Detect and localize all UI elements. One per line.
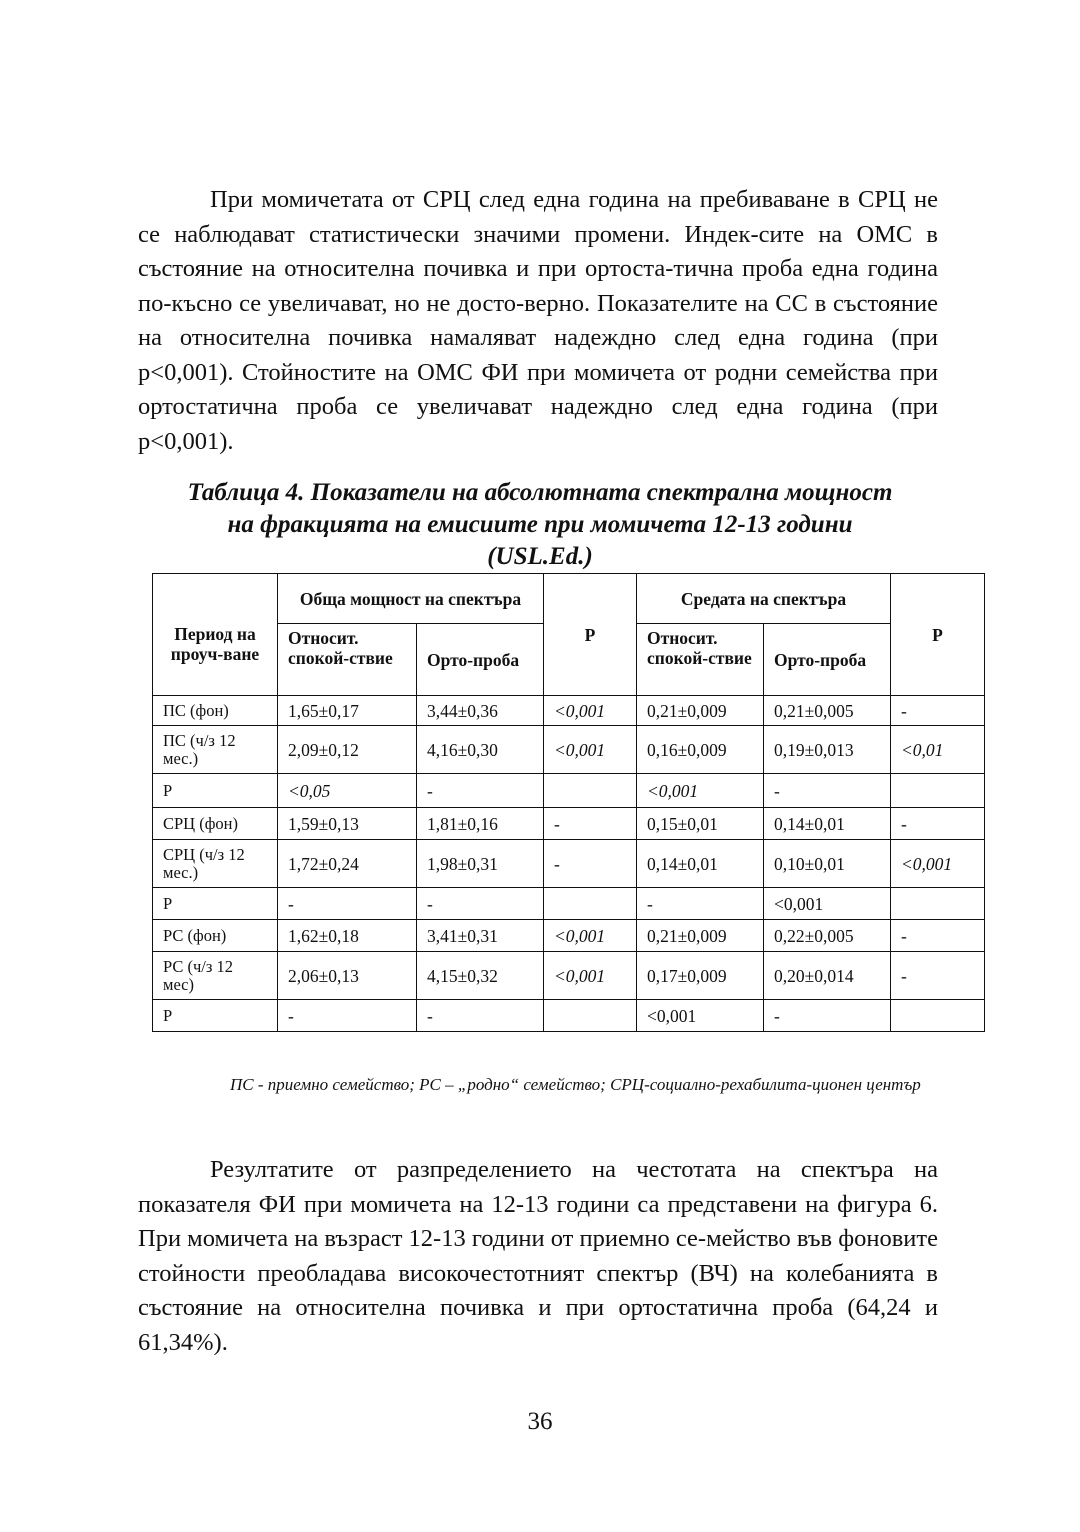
cell-value: 1,98±0,31 [417, 840, 544, 888]
header-p2: P [891, 574, 985, 696]
caption-line-2: на фракцията на емисиите при момичета 12-13 години [227, 511, 853, 538]
table-footnote: ПС - приемно семейство; РС – „родно“ семейство; СРЦ-социално-рехабилита-ционен център [230, 1075, 921, 1094]
paragraph-results: Резултатите от разпределението на честотата на спектъра на показателя ФИ при момичета на 12-13 години са представени на фигура 6. При момичета на възраст 12-13 години от приемно се-мейство във фоновите стойности преобладава високочестотният спектър (ВЧ) на колебанията в състояние на относителна почивка и при ортостатична проба (64,24 и 61,34%). [138, 1156, 938, 1356]
cell-period: ПС (ч/з 12 мес.) [153, 726, 278, 774]
cell-p: <0,001 [544, 920, 637, 952]
cell-value: <0,001 [637, 774, 764, 808]
table-row [153, 840, 985, 888]
cell-value: 0,14±0,01 [764, 808, 891, 840]
header-rel-rest-1: Относит. спокой-ствие [278, 624, 417, 696]
table-caption [130, 477, 950, 573]
cell-value: 1,65±0,17 [278, 696, 417, 726]
table-row [153, 1000, 985, 1032]
cell-value: - [764, 1000, 891, 1032]
cell-value: - [637, 888, 764, 920]
paragraph-intro: При момичетата от СРЦ след една година на пребиваване в СРЦ не се наблюдават статистически значими промени. Индек-сите на ОМС в състояние на относителна почивка и при ортоста-тична проба една година по-късно се увеличават, но не досто-верно. Показателите на СС в състояние на относителна почивка намаляват надеждно след една година (при p<0,001). Стойностите на ОМС ФИ при момичета от родни семейства при ортостатична проба се увеличават надеждно след една година (при p<0,001). [138, 186, 938, 455]
cell-value: <0,001 [764, 888, 891, 920]
spectral-power-table [152, 573, 985, 1032]
cell-value: - [278, 1000, 417, 1032]
caption-line-1: Таблица 4. Показатели на абсолютната спектрална мощност [187, 479, 893, 506]
cell-period: РС (ч/з 12 мес) [153, 952, 278, 1000]
table-row [153, 726, 985, 774]
cell-value: 4,16±0,30 [417, 726, 544, 774]
cell-p: <0,01 [891, 726, 985, 774]
cell-value: 4,15±0,32 [417, 952, 544, 1000]
cell-p: - [891, 952, 985, 1000]
cell-value: 0,21±0,009 [637, 696, 764, 726]
cell-value: 3,44±0,36 [417, 696, 544, 726]
cell-period: СРЦ (ч/з 12 мес.) [153, 840, 278, 888]
cell-value: - [278, 888, 417, 920]
cell-p: - [891, 920, 985, 952]
cell-value: <0,001 [637, 1000, 764, 1032]
cell-value: 0,20±0,014 [764, 952, 891, 1000]
header-total-power: Обща мощност на спектъра [278, 574, 544, 624]
header-period: Период на проуч-ване [153, 574, 278, 696]
cell-p [891, 774, 985, 808]
cell-p: - [544, 840, 637, 888]
cell-p: <0,001 [544, 952, 637, 1000]
cell-p: <0,001 [544, 696, 637, 726]
table-row [153, 808, 985, 840]
cell-p: - [891, 808, 985, 840]
header-ortho-1: Орто-проба [417, 624, 544, 696]
header-spectrum-mid: Средата на спектъра [637, 574, 891, 624]
page-number: 36 [527, 1408, 553, 1435]
table-row [153, 920, 985, 952]
cell-p: - [544, 808, 637, 840]
cell-p: <0,001 [544, 726, 637, 774]
cell-period: P [153, 1000, 278, 1032]
header-p1: P [544, 574, 637, 696]
cell-p [891, 1000, 985, 1032]
cell-value: 0,17±0,009 [637, 952, 764, 1000]
cell-value: - [417, 774, 544, 808]
header-ortho-2: Орто-проба [764, 624, 891, 696]
cell-value: 0,14±0,01 [637, 840, 764, 888]
cell-value: 3,41±0,31 [417, 920, 544, 952]
cell-value: 0,19±0,013 [764, 726, 891, 774]
table-row [153, 952, 985, 1000]
cell-period: РС (фон) [153, 920, 278, 952]
cell-value: - [764, 774, 891, 808]
cell-period: P [153, 774, 278, 808]
cell-period: ПС (фон) [153, 696, 278, 726]
cell-value: 2,06±0,13 [278, 952, 417, 1000]
cell-value: 0,21±0,005 [764, 696, 891, 726]
cell-value: <0,05 [278, 774, 417, 808]
cell-value: - [417, 1000, 544, 1032]
cell-p [544, 774, 637, 808]
cell-p [891, 888, 985, 920]
table-row [153, 696, 985, 726]
cell-value: 1,81±0,16 [417, 808, 544, 840]
cell-value: 1,62±0,18 [278, 920, 417, 952]
cell-value: 0,16±0,009 [637, 726, 764, 774]
cell-value: 0,15±0,01 [637, 808, 764, 840]
cell-period: СРЦ (фон) [153, 808, 278, 840]
cell-p: - [891, 696, 985, 726]
table-row [153, 888, 985, 920]
cell-value: - [417, 888, 544, 920]
cell-period: P [153, 888, 278, 920]
table-row [153, 774, 985, 808]
header-rel-rest-2: Относит. спокой-ствие [637, 624, 764, 696]
cell-value: 0,21±0,009 [637, 920, 764, 952]
cell-value: 0,10±0,01 [764, 840, 891, 888]
cell-p: <0,001 [891, 840, 985, 888]
cell-value: 0,22±0,005 [764, 920, 891, 952]
cell-value: 1,59±0,13 [278, 808, 417, 840]
cell-value: 2,09±0,12 [278, 726, 417, 774]
caption-line-3: (USL.Ed.) [487, 543, 593, 570]
cell-p [544, 888, 637, 920]
cell-p [544, 1000, 637, 1032]
cell-value: 1,72±0,24 [278, 840, 417, 888]
